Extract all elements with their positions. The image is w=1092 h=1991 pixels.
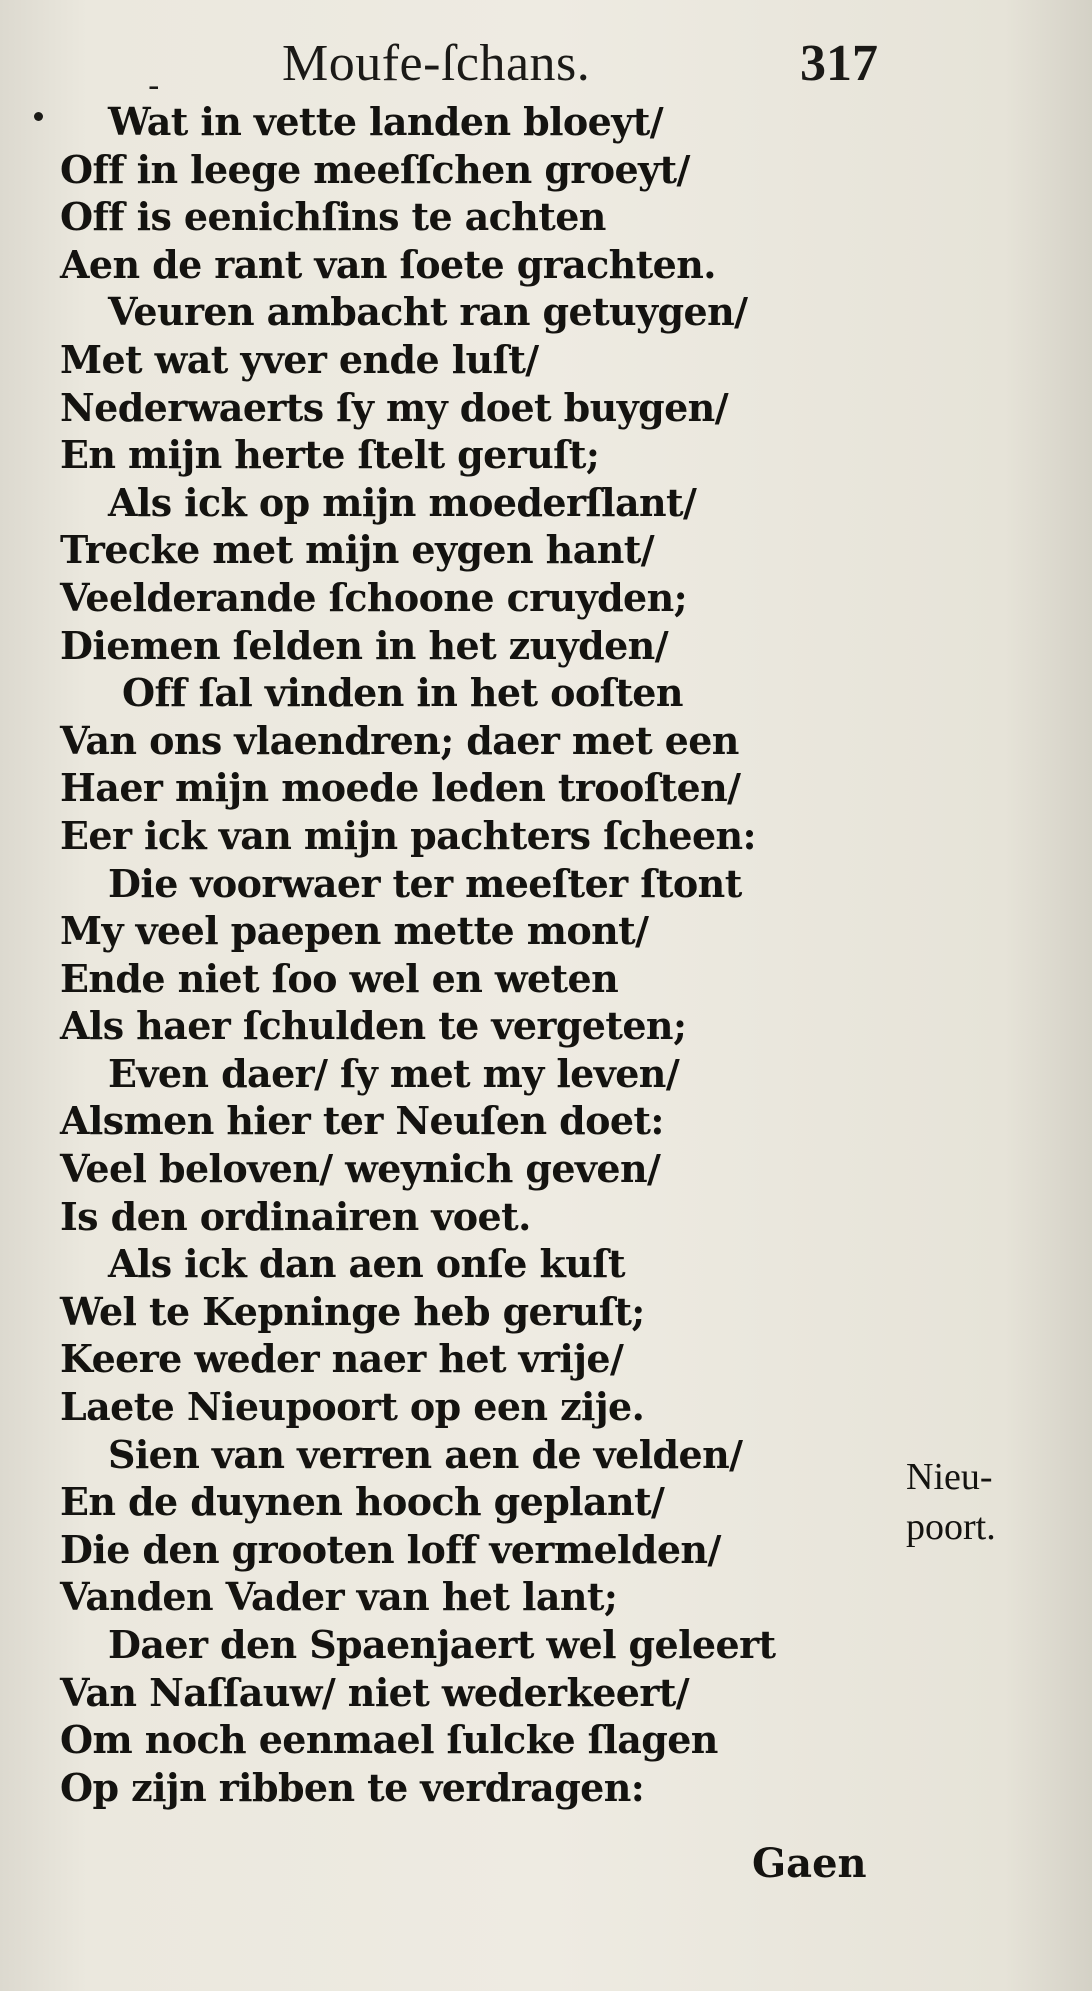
poem-line: Als haer ſchulden te vergeten; <box>60 1003 687 1049</box>
poem-line: Als ick op mijn moederſlant/ <box>108 479 697 525</box>
poem-line: Op zijn ribben te verdragen: <box>60 1764 645 1810</box>
poem-line: Aen de rant van ſoete grachten. <box>60 241 716 287</box>
header-ornament: - <box>148 66 160 106</box>
poem-line: Die den grooten loff vermelden/ <box>60 1526 721 1572</box>
poem-line: En de duynen hooch geplant/ <box>60 1479 665 1525</box>
marginal-note <box>906 1452 996 1552</box>
poem-line: Eer ick van mijn pachters ſcheen: <box>60 812 756 858</box>
poem-line: Off is eenichſins te achten <box>60 194 606 240</box>
poem-line: Off in leege meeſſchen groeyt/ <box>60 146 690 192</box>
poem-line: Nederwaerts ſy my doet buygen/ <box>60 384 728 430</box>
running-title: Moufe-ſchans. <box>282 35 591 92</box>
poem-line: Die voorwaer ter meeſter ſtont <box>108 860 742 906</box>
poem-line: Wat in vette landen bloeyt/ <box>108 99 663 144</box>
poem-line: Daer den Spaenjaert wel geleert <box>108 1622 776 1667</box>
poem-line: Wel te Kepninge heb geruſt; <box>60 1288 645 1334</box>
poem-line: Met wat yver ende luſt/ <box>60 336 539 382</box>
marginal-note-line: Nieu- <box>906 1456 993 1498</box>
poem-line: Vanden Vader van het lant; <box>60 1574 618 1620</box>
poem-line: Veuren ambacht ran getuygen/ <box>108 289 748 335</box>
poem-line: My veel paepen mette mont/ <box>60 908 649 954</box>
catchword: Gaen <box>752 1840 867 1887</box>
poem-line: Diemen ſelden in het zuyden/ <box>60 622 668 668</box>
marginal-note-line: poort. <box>906 1506 996 1548</box>
poem-line: Van ons vlaendren; daer met een <box>60 717 739 763</box>
page-header <box>0 28 1092 106</box>
poem-line: Om noch eenmael ſulcke ſlagen <box>60 1717 718 1763</box>
poem-line: En mijn herte ſtelt geruſt; <box>60 432 600 478</box>
poem-line: Veelderande ſchoone cruyden; <box>60 574 688 620</box>
poem-text <box>60 98 860 1811</box>
poem-line: Laete Nieupoort op een zije. <box>60 1384 645 1430</box>
poem-line: Veel beloven/ weynich geven/ <box>60 1146 661 1192</box>
poem-line: Sien van verren aen de velden/ <box>108 1431 743 1477</box>
poem-line: Haer mijn moede leden trooſten/ <box>60 765 741 811</box>
poem-line: Ende niet ſoo wel en weten <box>60 955 619 1001</box>
ink-dot <box>34 112 43 121</box>
poem-line: Alsmen hier ter Neuſen doet: <box>60 1098 664 1144</box>
poem-line: Als ick dan aen onſe kuſt <box>108 1241 625 1287</box>
poem-line: Trecke met mijn eygen hant/ <box>60 527 654 573</box>
poem-line: Van Naſſauw/ niet wederkeert/ <box>60 1669 690 1715</box>
poem-line: Keere weder naer het vrije/ <box>60 1336 624 1382</box>
poem-line: Is den ordinairen voet. <box>60 1193 531 1239</box>
poem-line: Off ſal vinden in het ooſten <box>122 670 683 716</box>
page-number: 317 <box>800 35 878 92</box>
poem-line: Even daer/ ſy met my leven/ <box>108 1050 680 1096</box>
